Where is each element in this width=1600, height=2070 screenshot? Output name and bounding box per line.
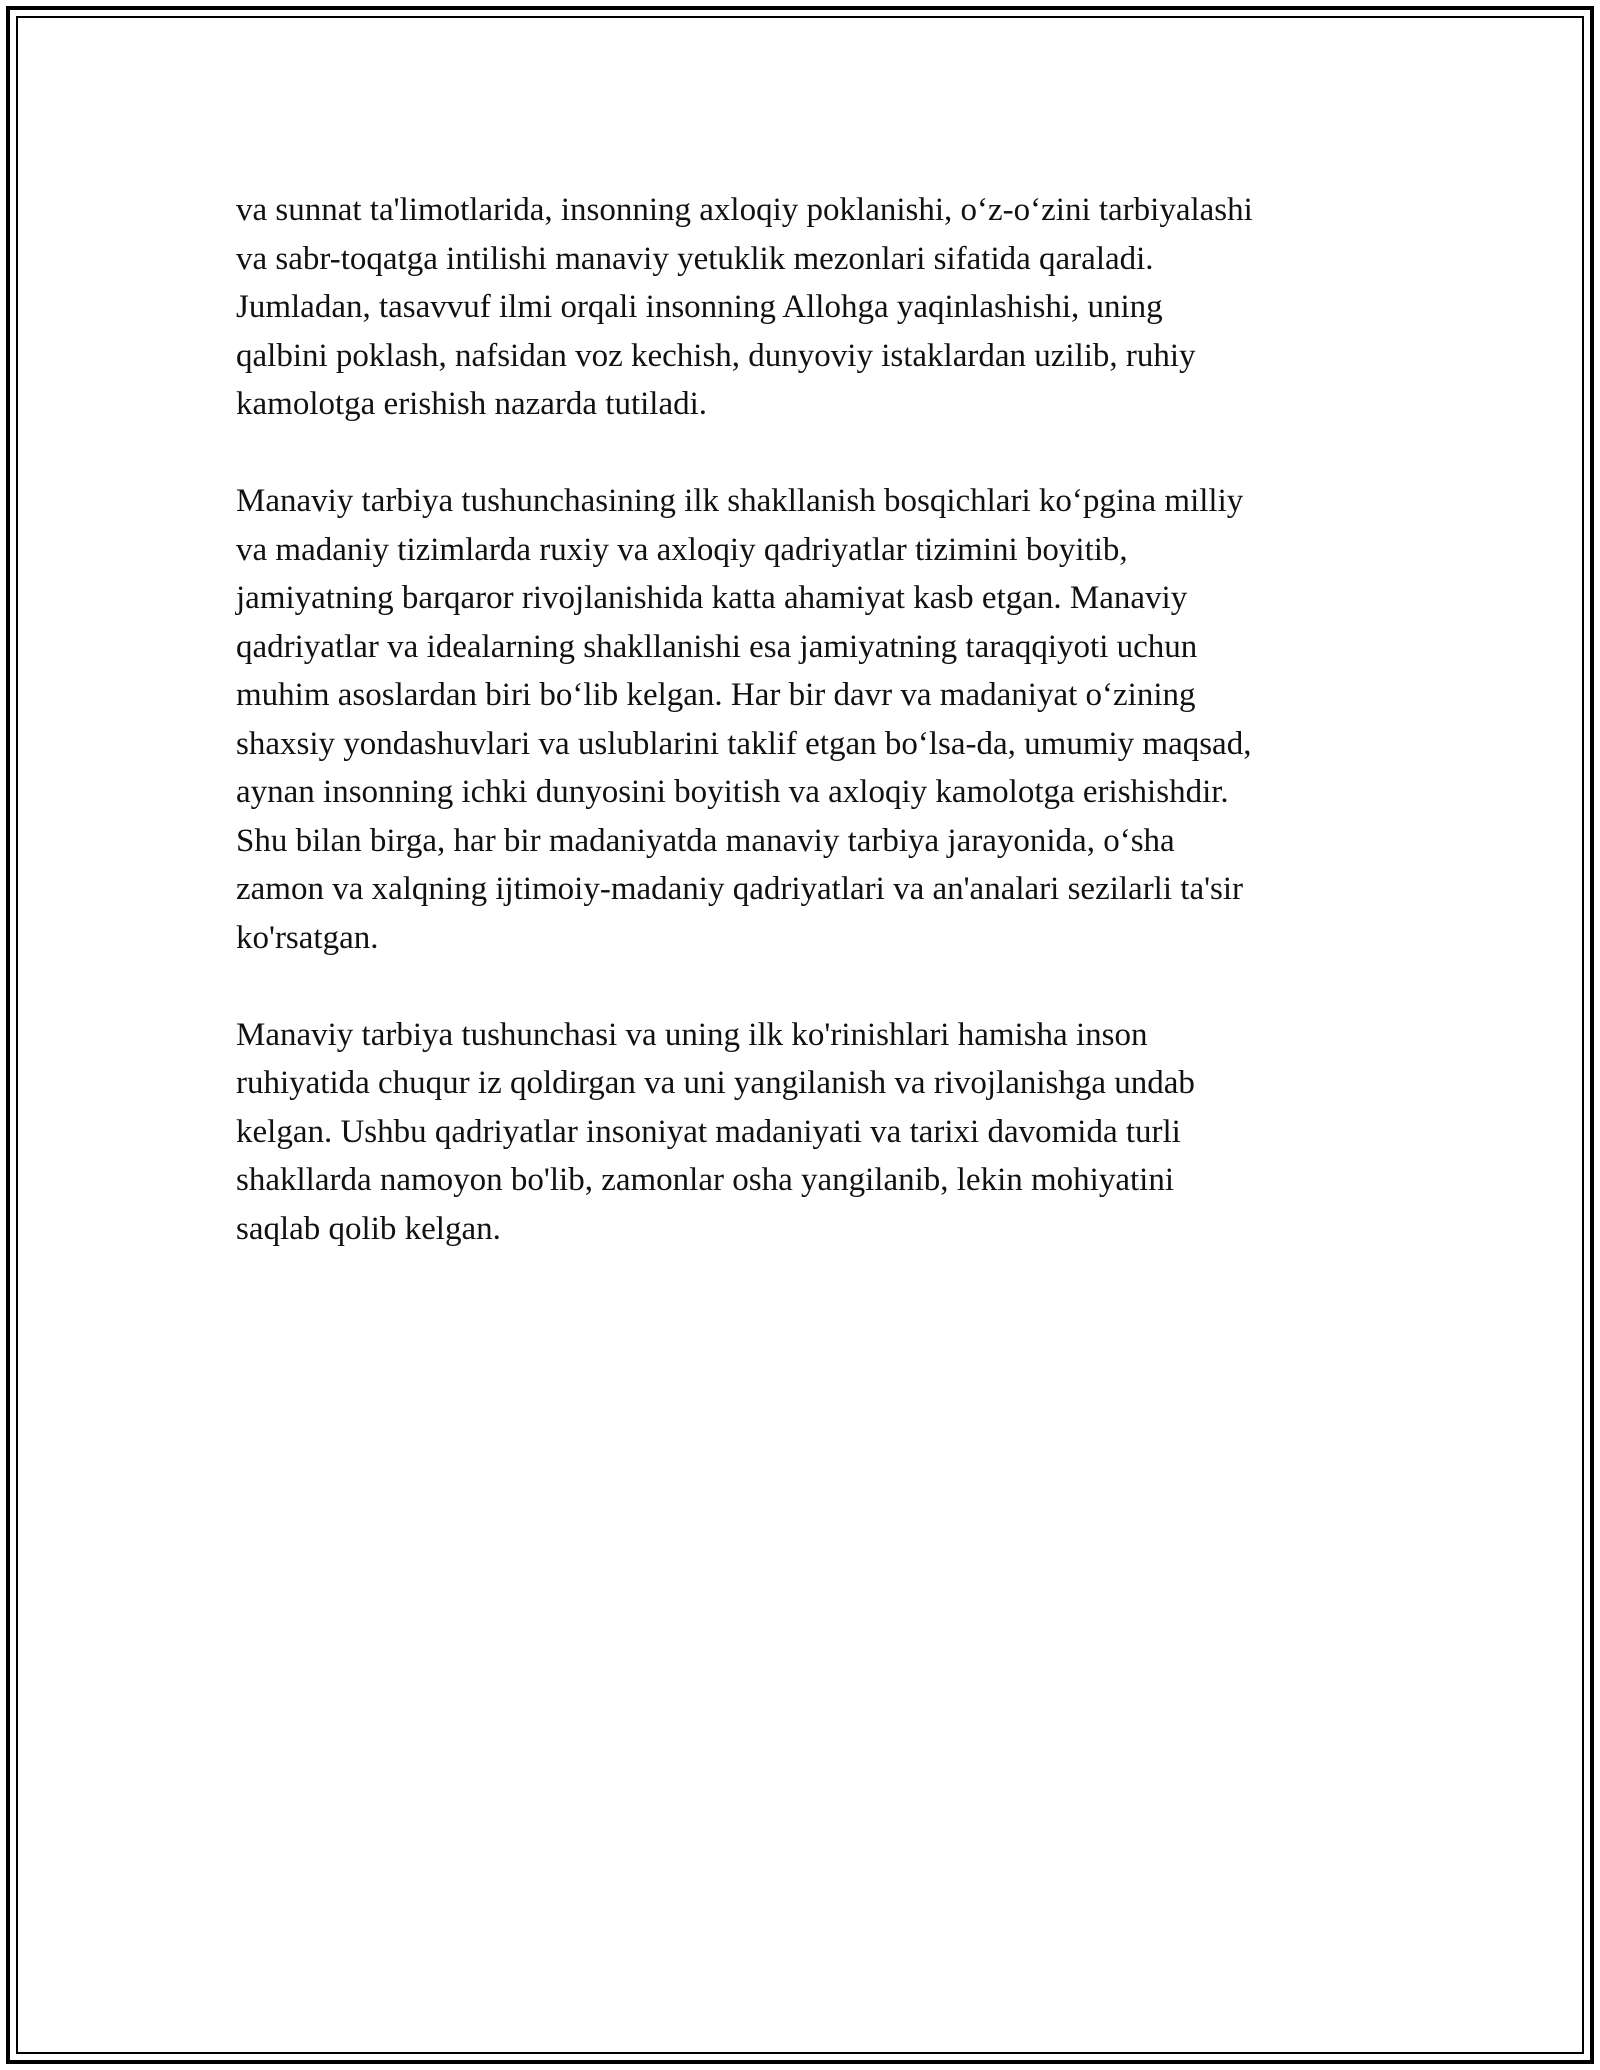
text-line: kamolotga erishish nazarda tutiladi. xyxy=(236,386,708,422)
text-line: kelgan. Ushbu qadriyatlar insoniyat madaniyati va tarixi davomida turli xyxy=(236,1113,1181,1150)
text-line: zamon va xalqning ijtimoiy-madaniy qadriyatlari va an'analari sezilarli ta'sir xyxy=(236,871,1244,907)
text-line: Jumladan, tasavvuf ilmi orqali insonning Allohga yaqinlashishi, uning xyxy=(236,289,1163,325)
text-line: saqlab qolib kelgan. xyxy=(236,1210,501,1247)
text-line: Manaviy tarbiya tushunchasi va uning ilk ko'rinishlari hamisha inson xyxy=(236,1016,1148,1053)
text-line: ko'rsatgan. xyxy=(236,919,379,956)
paragraph-2 xyxy=(236,477,1366,962)
paragraph-3 xyxy=(236,1011,1366,1254)
text-line: qalbini poklash, nafsidan voz kechish, dunyoviy istaklardan uzilib, ruhiy xyxy=(236,337,1196,374)
text-line: va sunnat ta'limotlarida, insonning axloqiy poklanishi, o‘z-o‘zini tarbiyalashi xyxy=(236,192,1253,228)
text-line: shaxsiy yondashuvlari va uslublarini taklif etgan bo‘lsa-da, umumiy maqsad, xyxy=(236,725,1252,762)
text-line: shakllarda namoyon bo'lib, zamonlar osha yangilanib, lekin mohiyatini xyxy=(236,1162,1174,1198)
text-line: qadriyatlar va idealarning shakllanishi esa jamiyatning taraqqiyoti uchun xyxy=(236,628,1198,665)
text-line: Shu bilan birga, har bir madaniyatda manaviy tarbiya jarayonida, o‘sha xyxy=(236,822,1175,859)
text-line: ruhiyatida chuqur iz qoldirgan va uni yangilanish va rivojlanishga undab xyxy=(236,1065,1195,1101)
text-line: jamiyatning barqaror rivojlanishida katta ahamiyat kasb etgan. Manaviy xyxy=(236,580,1188,616)
text-line: va madaniy tizimlarda ruxiy va axloqiy qadriyatlar tizimini boyitib, xyxy=(236,531,1128,568)
text-line: va sabr-toqatga intilishi manaviy yetuklik mezonlari sifatida qaraladi. xyxy=(236,240,1154,277)
text-line: aynan insonning ichki dunyosini boyitish va axloqiy kamolotga erishishdir. xyxy=(236,774,1229,810)
text-line: Manaviy tarbiya tushunchasining ilk shakllanish bosqichlari ko‘pgina milliy xyxy=(236,483,1244,519)
document-body xyxy=(236,186,1366,1302)
paragraph-1 xyxy=(236,186,1366,429)
text-line: muhim asoslardan biri bo‘lib kelgan. Har bir davr va madaniyat o‘zining xyxy=(236,677,1196,713)
